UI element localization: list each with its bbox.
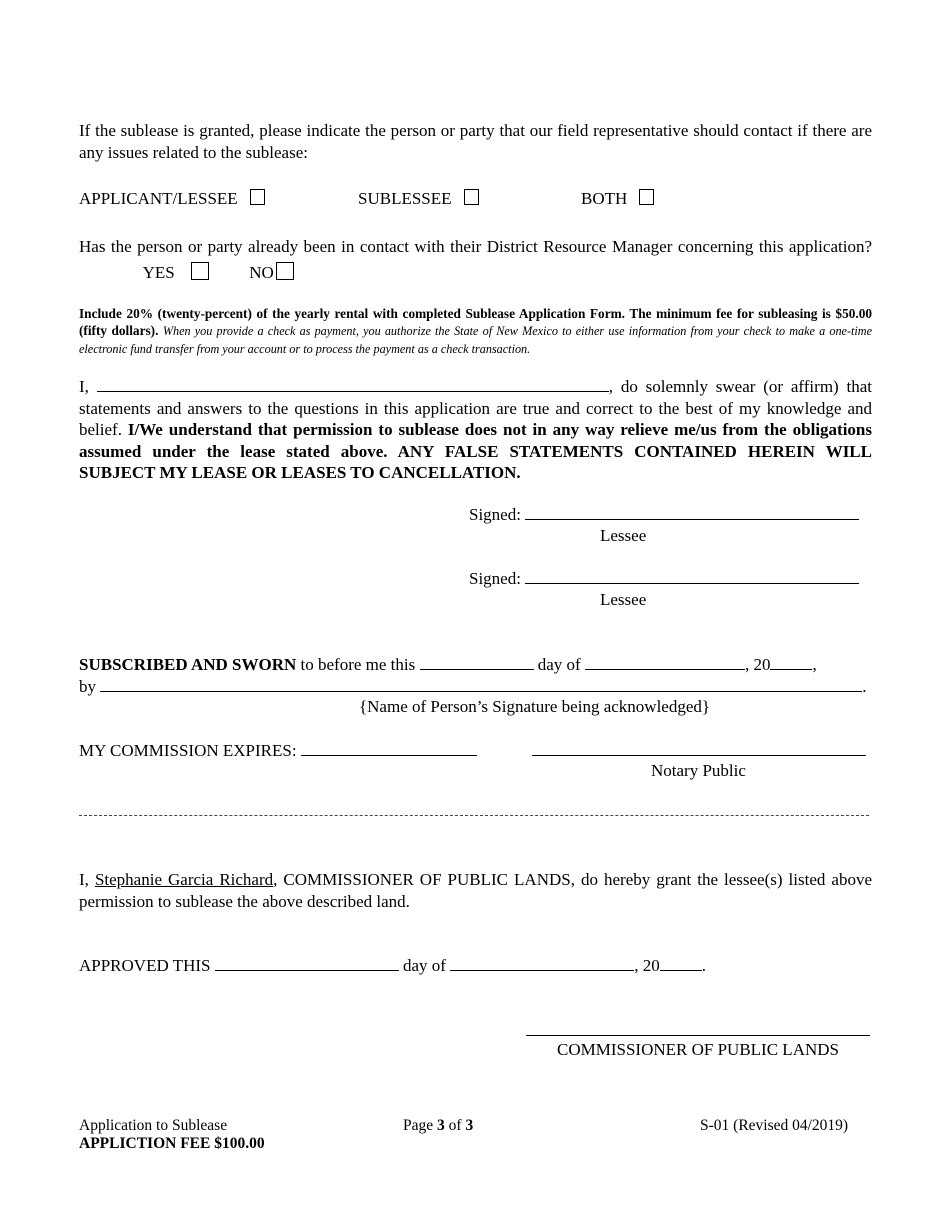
commissioner-signature-line[interactable] xyxy=(526,1020,870,1036)
sublessee-label: SUBLESSEE xyxy=(358,189,452,208)
fee-note xyxy=(79,305,872,358)
section-divider xyxy=(79,815,869,816)
form-id: S-01 (Revised 04/2019) xyxy=(700,1117,849,1134)
signature-2-line[interactable] xyxy=(525,568,859,584)
page-of: of xyxy=(448,1117,462,1134)
district-yes-checkbox[interactable] xyxy=(191,262,209,280)
footer-form-title: Application to Sublease xyxy=(79,1117,228,1134)
sworn-year-line[interactable] xyxy=(770,654,812,670)
district-no-checkbox[interactable] xyxy=(276,262,294,280)
page-word: Page xyxy=(403,1117,434,1134)
approved-year-prefix: , 20 xyxy=(634,956,660,975)
approval-line xyxy=(79,955,706,976)
approved-this-label: APPROVED THIS xyxy=(79,956,211,975)
commission-date-line[interactable] xyxy=(301,740,477,756)
commission-label: MY COMMISSION EXPIRES: xyxy=(79,741,297,760)
contact-option-applicant xyxy=(79,189,265,209)
page-total: 3 xyxy=(465,1117,474,1134)
commissioner-name: Stephanie Garcia Richard xyxy=(94,870,274,889)
by-name-line[interactable] xyxy=(100,676,862,692)
applicant-label: APPLICANT/LESSEE xyxy=(79,189,238,208)
both-label: BOTH xyxy=(581,189,628,208)
notary-signature-line[interactable] xyxy=(532,740,866,756)
sworn-day-of: day of xyxy=(537,655,581,674)
sworn-day-line[interactable] xyxy=(420,654,534,670)
by-line: by . xyxy=(79,677,867,696)
oath-name-line[interactable] xyxy=(97,376,609,392)
sworn-year-prefix: , 20 xyxy=(744,655,771,674)
fee-note-italic: When you provide a check as payment, you authorize the State of New Mexico to either use information from your check to make a one-time electronic fund transfer from your account or to process the payment as a check transaction. xyxy=(79,324,872,356)
commissioner-caption: COMMISSIONER OF PUBLIC LANDS xyxy=(557,1040,839,1059)
signature-1 xyxy=(469,504,859,525)
district-question-text: Has the person or party already been in contact with their District Resource Manager concerning this application? xyxy=(79,237,872,256)
district-no-label: NO xyxy=(249,263,274,282)
page-current: 3 xyxy=(437,1117,445,1134)
sworn-month-line[interactable] xyxy=(585,654,745,670)
approved-month-line[interactable] xyxy=(450,955,634,971)
grant-text: , COMMISSIONER OF PUBLIC LANDS, do hereby grant the lessee(s) listed above permission to sublease the above described land. xyxy=(79,870,873,911)
subscribed-rest: to before me this xyxy=(300,655,416,674)
footer-fee: APPLICTION FEE $100.00 xyxy=(79,1135,265,1152)
signature-1-line[interactable] xyxy=(525,504,859,520)
commissioner-signature xyxy=(526,1020,870,1041)
both-checkbox[interactable] xyxy=(639,189,654,205)
lessee-caption-2: Lessee xyxy=(600,590,647,609)
approved-day-of: day of xyxy=(402,956,446,975)
oath-prefix: I, xyxy=(79,377,89,396)
subscribed-line: SUBSCRIBED AND SWORN to before me this day of , 20 , xyxy=(79,655,817,674)
signed-label-2: Signed: xyxy=(469,569,521,588)
approved-year-line[interactable] xyxy=(660,955,702,971)
signed-label-1: Signed: xyxy=(469,505,521,524)
lessee-caption-1: Lessee xyxy=(600,526,647,545)
footer-left xyxy=(79,1117,265,1153)
oath-suffix: , do solemnly swear (or affirm) that statements and answers to the questions in this application are true and correct to the best of my knowledge and belief. xyxy=(79,377,873,439)
commission-expires xyxy=(79,740,477,761)
subscribed-bold: SUBSCRIBED AND SWORN xyxy=(79,655,297,674)
district-yes-label: YES xyxy=(142,263,175,282)
approved-day-line[interactable] xyxy=(215,955,399,971)
district-question xyxy=(79,234,872,286)
signature-2 xyxy=(469,568,859,589)
by-label: by xyxy=(79,677,96,696)
applicant-checkbox[interactable] xyxy=(250,189,265,205)
grant-prefix: I, xyxy=(79,870,89,889)
name-caption: {Name of Person’s Signature being acknowledged} xyxy=(359,697,711,716)
sublessee-checkbox[interactable] xyxy=(464,189,479,205)
notary-signature xyxy=(532,740,866,761)
grant-paragraph xyxy=(79,869,872,912)
page-number xyxy=(403,1117,473,1135)
contact-question: If the sublease is granted, please indicate the person or party that our field representative should contact if there are any issues related to the sublease: xyxy=(79,121,872,162)
oath-bold: I/We understand that permission to sublease does not in any way relieve me/us from the obligations assumed under the lease stated above. ANY FALSE STATEMENTS CONTAINED HEREIN WILL SUBJECT MY LEASE OR LEASES TO CANCELLATION. xyxy=(79,420,873,482)
contact-option-sublessee xyxy=(358,189,479,209)
notary-caption: Notary Public xyxy=(651,761,746,780)
fee-note-bold: Include 20% (twenty-percent) of the yearly rental with completed Sublease Application Form. The minimum fee for subleasing is $50.00 (fifty dollars). xyxy=(79,306,872,338)
oath-paragraph xyxy=(79,376,872,484)
approved-period: . xyxy=(701,956,706,975)
contact-option-both xyxy=(581,189,654,209)
